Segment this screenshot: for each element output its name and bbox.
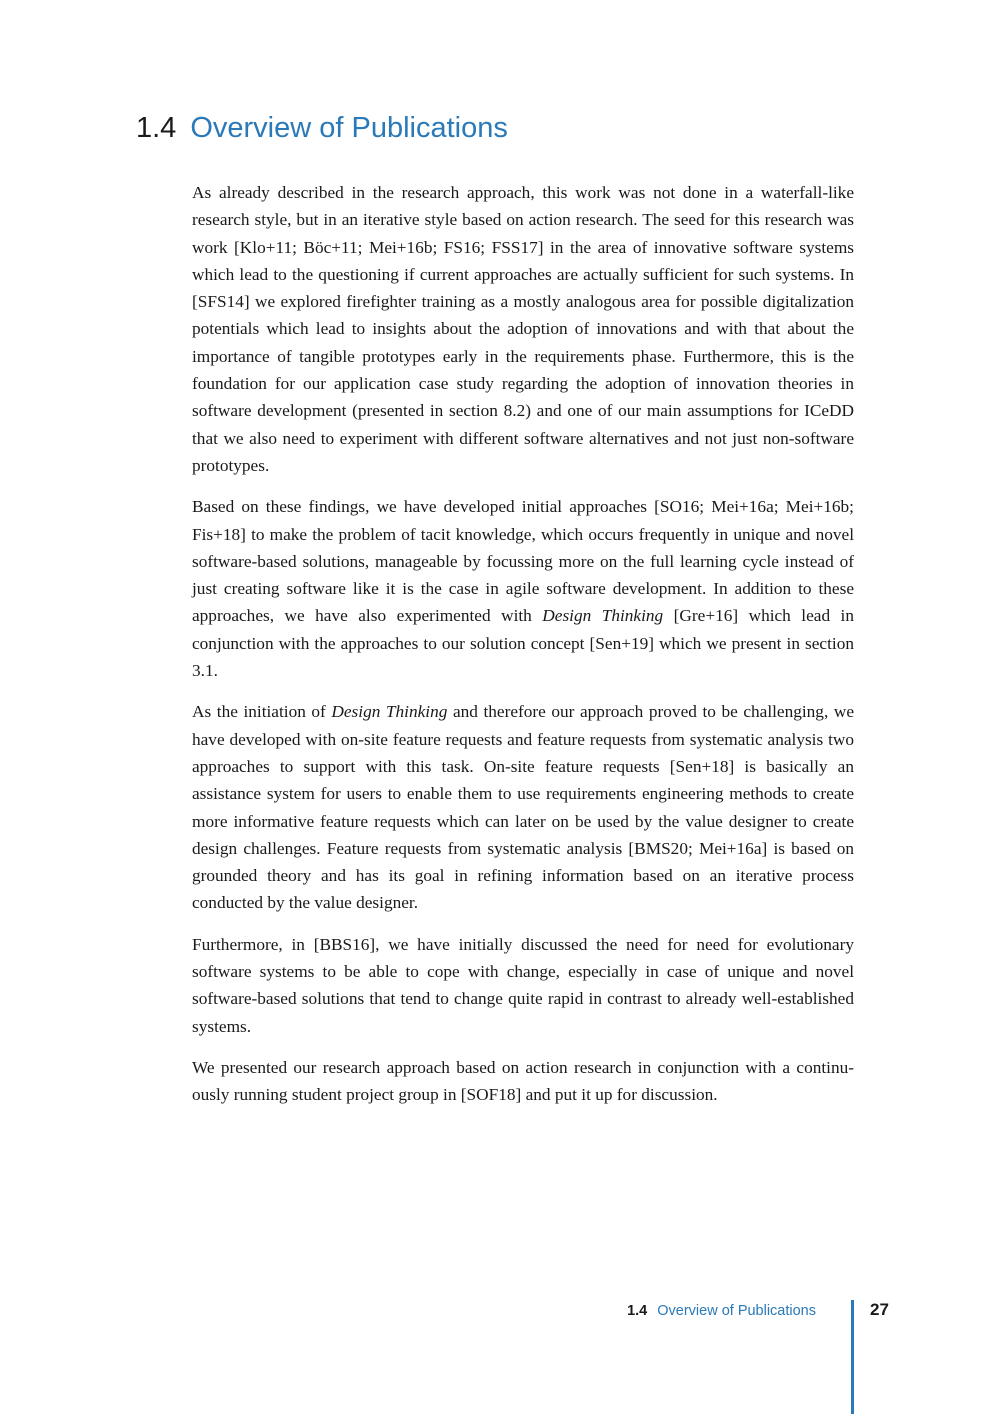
footer-section-title: Overview of Publications <box>657 1303 816 1319</box>
page-number: 27 <box>870 1300 889 1319</box>
body-text <box>192 179 854 1123</box>
running-footer <box>560 1300 816 1322</box>
paragraph-2-text-a: Based on these findings, we have developed initial approaches [SO16; Mei+16a; Mei+16b; Fis+18] to make the problem of tacit knowledge, which occurs frequently in unique and novel software-based solutions, manageable by focussing more on the full learning cycle instead of just creating software like it is the case in agile software development. In addition to these approaches, we have also experimented with <box>192 497 854 626</box>
paragraph-3-text-b: and therefore our approach proved to be challenging, we have developed with on-site feature requests and feature requests from systematic analysis two approaches to support with this task. On-site feature requests [Sen+18] is basically an assistance system for users to enable them to use requirements engineering methods to create more informative feature requests which can later on be used by the value designer to create design challenges. Feature requests from systematic analysis [BMS20; Mei+16a] is based on grounded theory and has its goal in refining information based on an iterative process conducted by the value designer. <box>192 702 854 913</box>
section-heading <box>136 108 508 148</box>
paragraph-3-emphasis: Design Thinking <box>331 702 448 722</box>
paragraph-2 <box>192 493 854 684</box>
paragraph-5: We presented our research approach based on action research in conjunction with a continuously running student project group in [SOF18] and put it up for discussion. <box>192 1057 854 1105</box>
paragraph-2-text-b: [Gre+16] which lead in conjunction with the approaches to our solution concept [Sen+19] which we present in section 3.1. <box>192 606 854 681</box>
section-title: Overview of Publications <box>190 112 508 144</box>
footer-section-number: 1.4 <box>627 1303 648 1319</box>
paragraph-3-text-a: As the initiation of <box>192 702 332 722</box>
paragraph-1: As already described in the research approach, this work was not done in a waterfall-like research style, but in an iterative style based on action research. The seed for this research was work [Klo+11; Böc+11; Mei+16b; FS16; FSS17] in the area of innovative software systems which lead to the questioning if current approaches are actually sufficient for such systems. In [SFS14] we explored firefighter training as a mostly analogous area for possible digitalization potentials which lead to insights about the adoption of innovations and with that about the importance of tangible prototypes early in the requirements phase. Furthermore, this is the foundation for our application case study regarding the adoption of innovation theories in software development (presented in section 8.2) and one of our main assumptions for ICeDD that we also need to experiment with different software alternatives and not just non-software prototypes. <box>192 183 854 475</box>
footer-divider <box>851 1300 854 1414</box>
paragraph-4: Furthermore, in [BBS16], we have initially discussed the need for need for evolutionary software systems to be able to cope with change, especially in case of unique and novel software-based solutions that tend to change quite rapid in contrast to already well-established systems. <box>192 934 854 1036</box>
section-number: 1.4 <box>136 112 177 144</box>
paragraph-2-emphasis: Design Thinking <box>542 606 664 626</box>
paragraph-3 <box>192 698 854 916</box>
